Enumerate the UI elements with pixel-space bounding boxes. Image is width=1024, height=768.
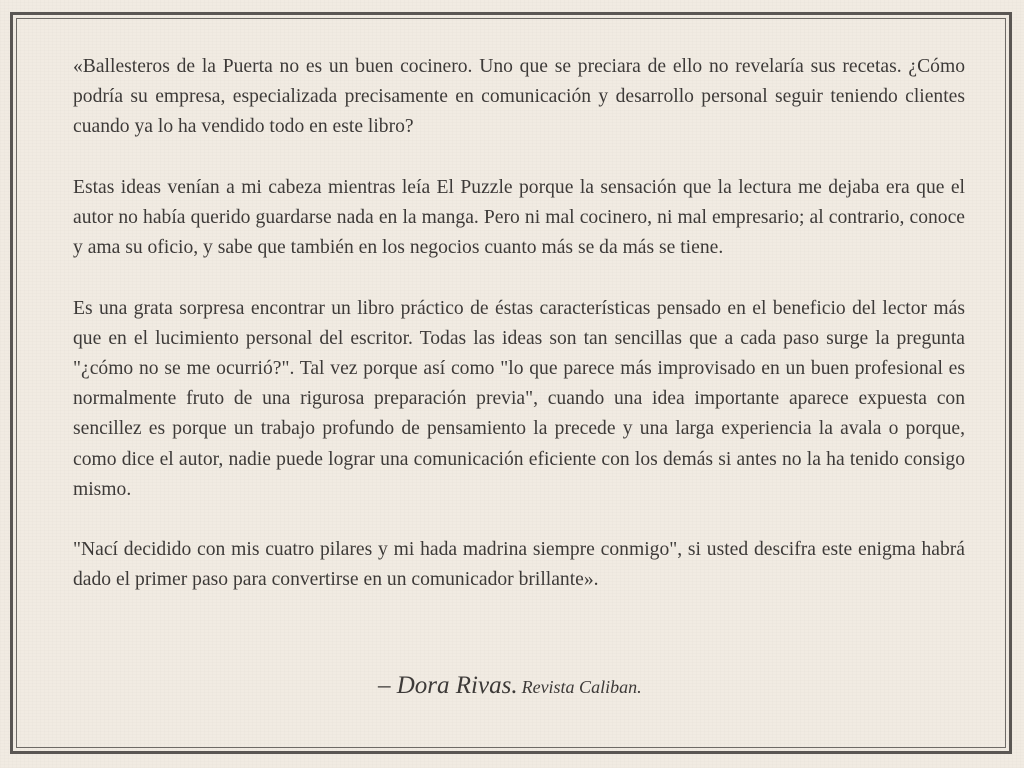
review-text: [73, 52, 965, 596]
attribution-source: Revista Caliban.: [521, 677, 642, 697]
review-paragraph-3: Es una grata sorpresa encontrar un libro práctico de éstas características pensado en el beneficio del lector más que en el lucimiento personal del escritor. Todas las ideas son tan sencillas que a cada paso surge la pregunta "¿cómo no se me ocurrió?". Tal vez porque así como "lo que parece más improvisado en un buen profesional es normalmente fruto de una rigurosa preparación previa", cuando una idea importante aparece expuesta con sencillez es porque un trabajo profundo de pensamiento la precede y una larga experiencia la avala o porque, como dice el autor, nadie puede lograr una comunicación eficiente con los demás si antes no la ha tenido consigo mismo.: [73, 297, 965, 500]
review-paragraph-2: Estas ideas venían a mi cabeza mientras leía El Puzzle porque la sensación que la lectura me dejaba era que el autor no había querido guardarse nada en la manga. Pero ni mal cocinero, ni mal empresario; al contrario, conoce y ama su oficio, y sabe que también en los negocios cuanto más se da más se tiene.: [73, 176, 965, 259]
attribution-author: – Dora Rivas.: [378, 672, 518, 699]
review-paragraph-4: "Nací decidido con mis cuatro pilares y mi hada madrina siempre conmigo", si usted descifra este enigma habrá dado el primer paso para convertirse en un comunicador brillante».: [73, 539, 965, 591]
quote-attribution: [378, 672, 642, 700]
review-paragraph-1: «Ballesteros de la Puerta no es un buen cocinero. Uno que se preciara de ello no revelaría sus recetas. ¿Cómo podría su empresa, especializada precisamente en comunicación y desarrollo personal seguir teniendo clientes cuando ya lo ha vendido todo en este libro?: [73, 56, 965, 138]
